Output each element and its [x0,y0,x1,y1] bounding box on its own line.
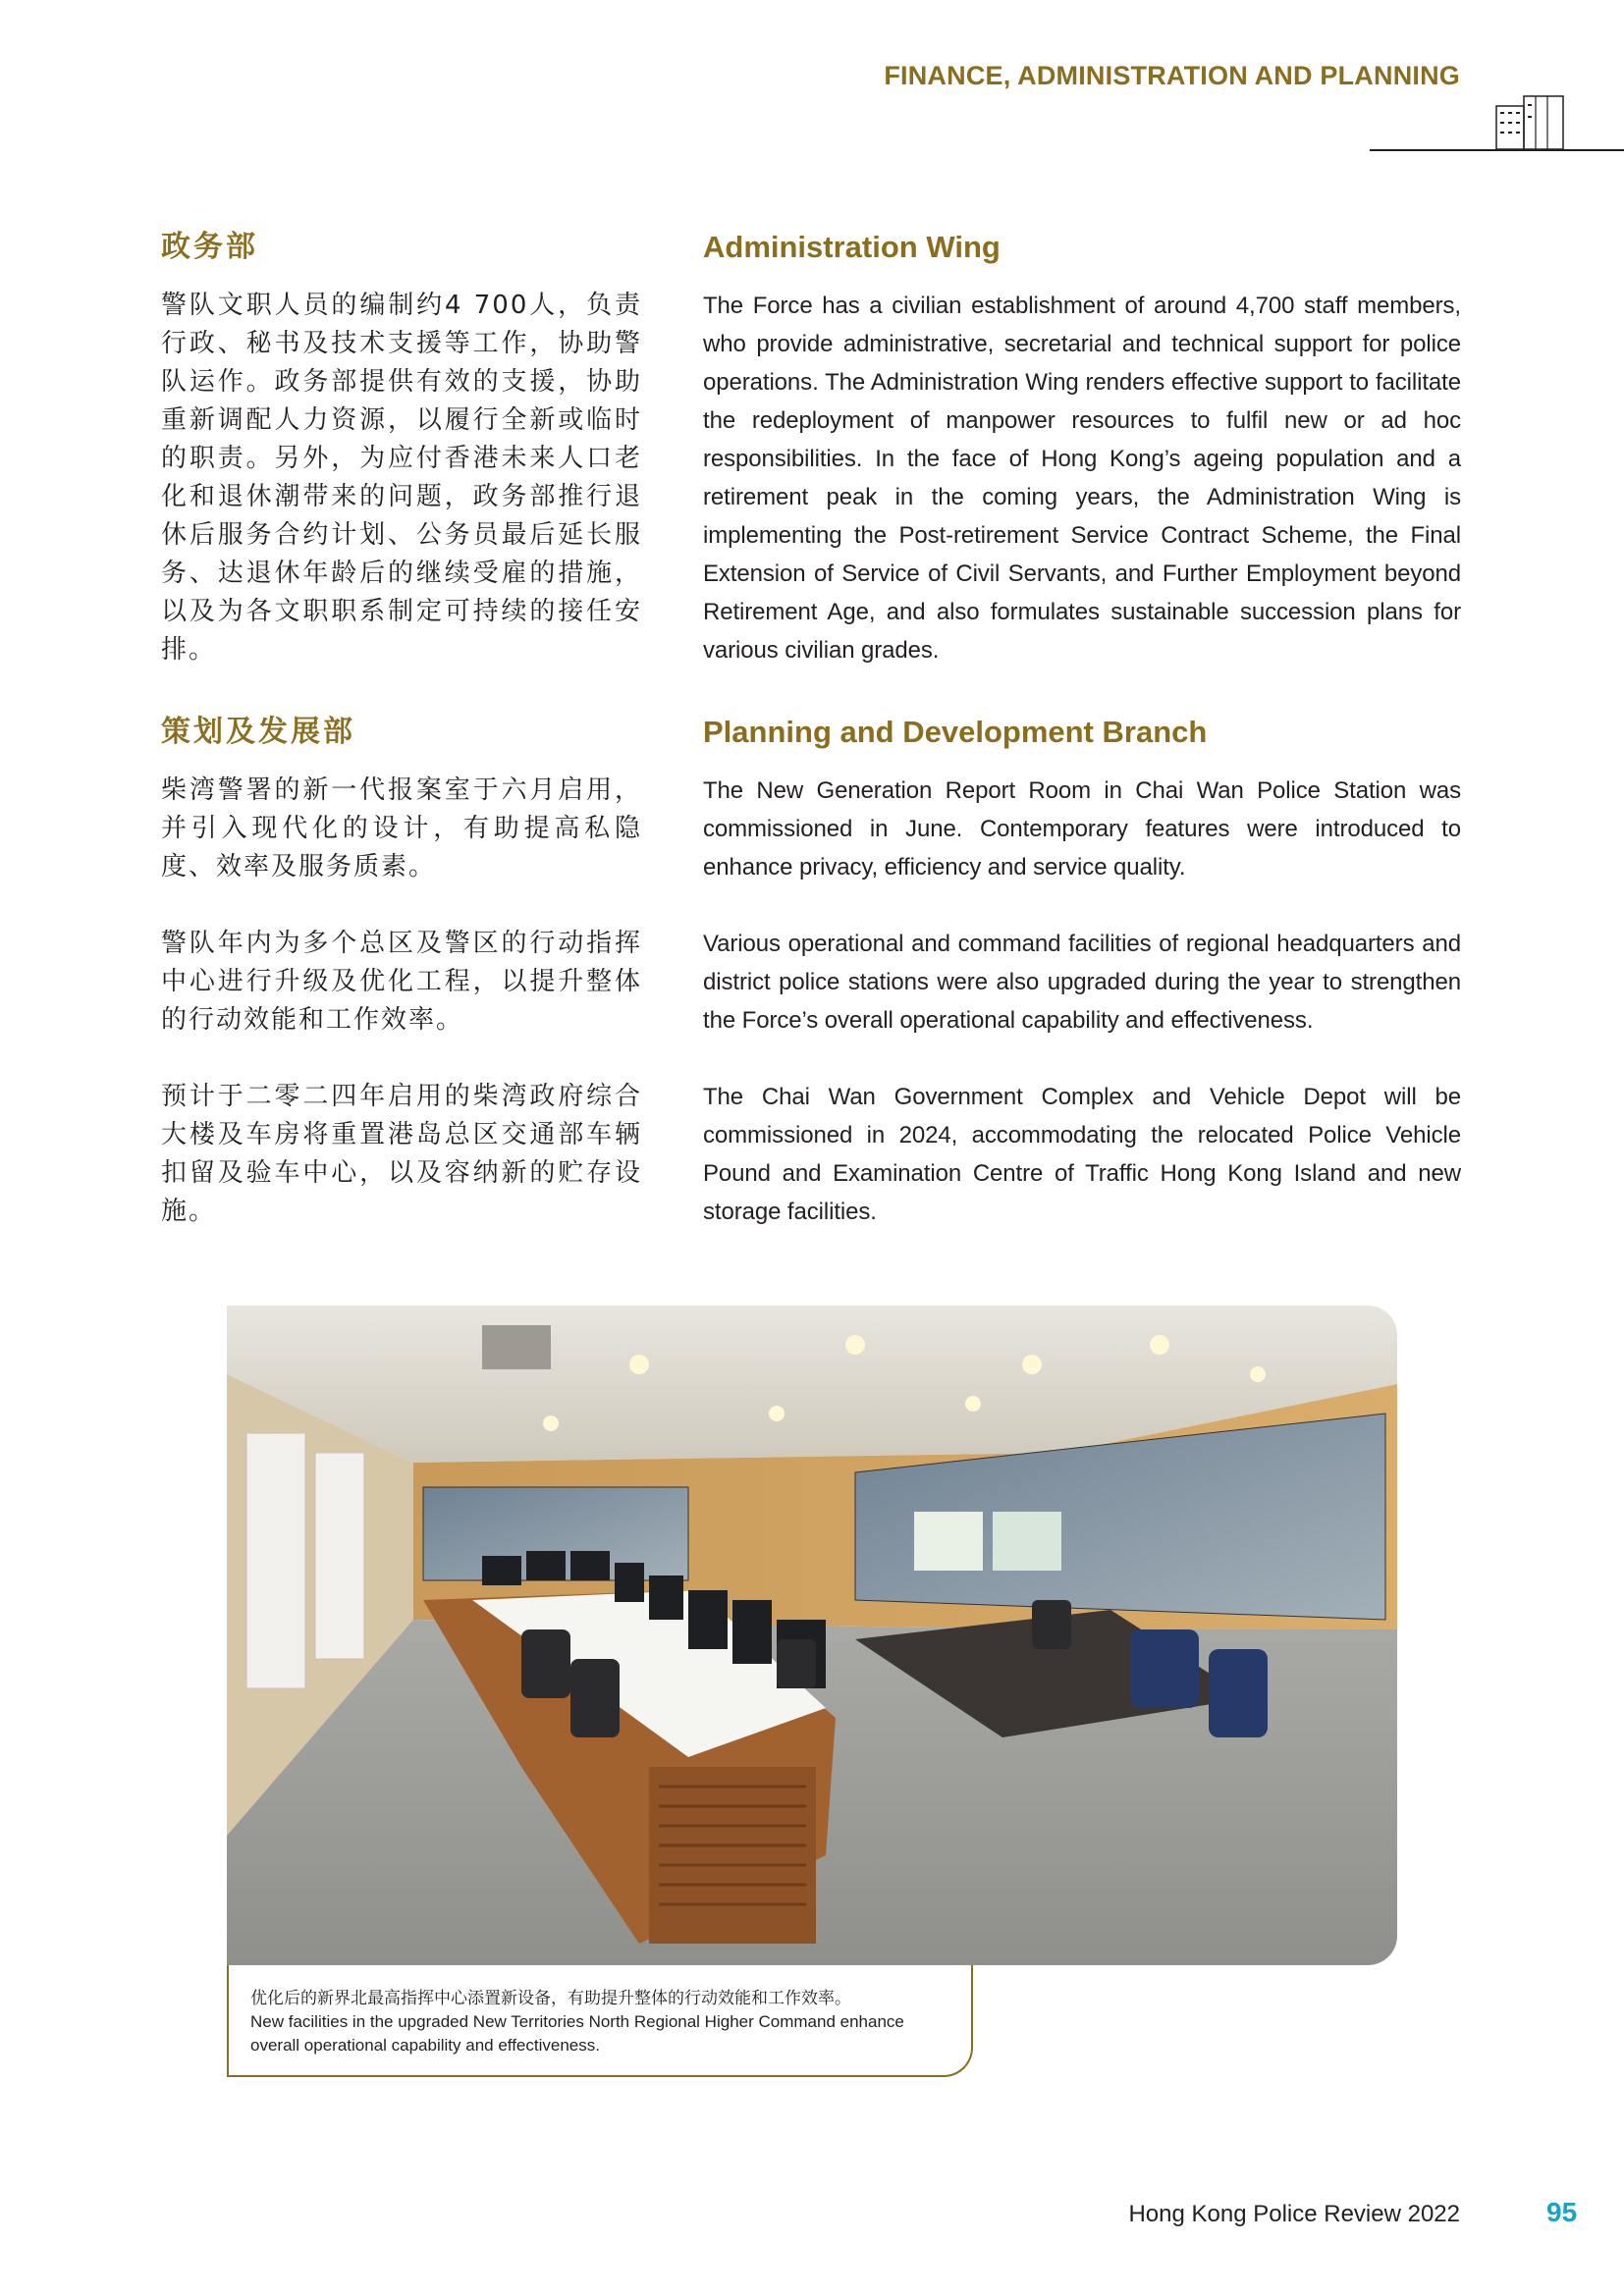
photo-caption-en: New facilities in the upgraded New Territories North Regional Higher Command enhance overall operational capability and effectiveness. [250,2012,904,2055]
admin-column-zh [161,228,642,669]
planning-para1-zh: 柴湾警署的新一代报案室于六月启用，并引入现代化的设计，有助提高私隐度、效率及服务质素。 [161,775,642,881]
planning-para1-en: The New Generation Report Room in Chai Wan Police Station was commissioned in June. Contemporary features were introduced to enhance privacy, efficiency and service quality. [703,777,1461,881]
planning-para3-en: The Chai Wan Government Complex and Vehicle Depot will be commissioned in 2024, accommodating the relocated Police Vehicle Pound and Examination Centre of Traffic Hong Kong Island and new storage facilities. [703,1084,1461,1225]
planning-para3-zh: 预计于二零二四年启用的柴湾政府综合大楼及车房将重置港岛总区交通部车辆扣留及验车中心，以及容纳新的贮存设施。 [161,1082,642,1226]
planning-para2-zh: 警队年内为多个总区及警区的行动指挥中心进行升级及优化工程，以提升整体的行动效能和工作效率。 [161,929,642,1035]
planning-column-zh [161,713,642,1231]
planning-heading-zh: 策划及发展部 [161,716,355,748]
publication-title: Hong Kong Police Review 2022 [1128,2201,1460,2227]
planning-para2-en: Various operational and command facilities of regional headquarters and district police stations were also upgraded during the year to strengthen the Force’s overall operational capability and effectiveness. [703,931,1461,1034]
planning-heading-en: Planning and Development Branch [703,715,1208,749]
admin-body-en: The Force has a civilian establishment of around 4,700 staff members, who provide administrative, secretarial and technical support for police operations. The Administration Wing renders effective support to facilitate the redeployment of manpower resources to fulfil new or ad hoc responsibilities. In the face of Hong Kong’s ageing population and a retirement peak in the coming years, the Administration Wing is implementing the Post-retirement Service Contract Scheme, the Final Extension of Service of Civil Servants, and Further Employment beyond Retirement Age, and also formulates sustainable succession plans for various civilian grades. [703,293,1461,664]
header-rule [1370,149,1624,151]
photo-caption [227,1965,973,2077]
admin-body-zh: 警队文职人员的编制约4 700人，负责行政、秘书及技术支援等工作，协助警队运作。政务部提供有效的支援，协助重新调配人力资源，以履行全新或临时的职责。另外，为应付香港未来人口老化和退休潮带来的问题，政务部推行退休后服务合约计划、公务员最后延长服务、达退休年龄后的继续受雇的措施，以及为各文职职系制定可持续的接任安排。 [161,291,642,665]
admin-heading-zh: 政务部 [161,231,258,263]
admin-column-en [703,228,1461,669]
planning-column-en [703,713,1461,1231]
building-icon [1492,92,1567,154]
admin-heading-en: Administration Wing [703,230,1001,264]
photo-caption-zh: 优化后的新界北最高指挥中心添置新设备，有助提升整体的行动效能和工作效率。 [250,1989,851,2008]
section-title: FINANCE, ADMINISTRATION AND PLANNING [884,61,1460,90]
command-centre-photo [227,1306,1397,1965]
page-number: 95 [1546,2197,1578,2227]
